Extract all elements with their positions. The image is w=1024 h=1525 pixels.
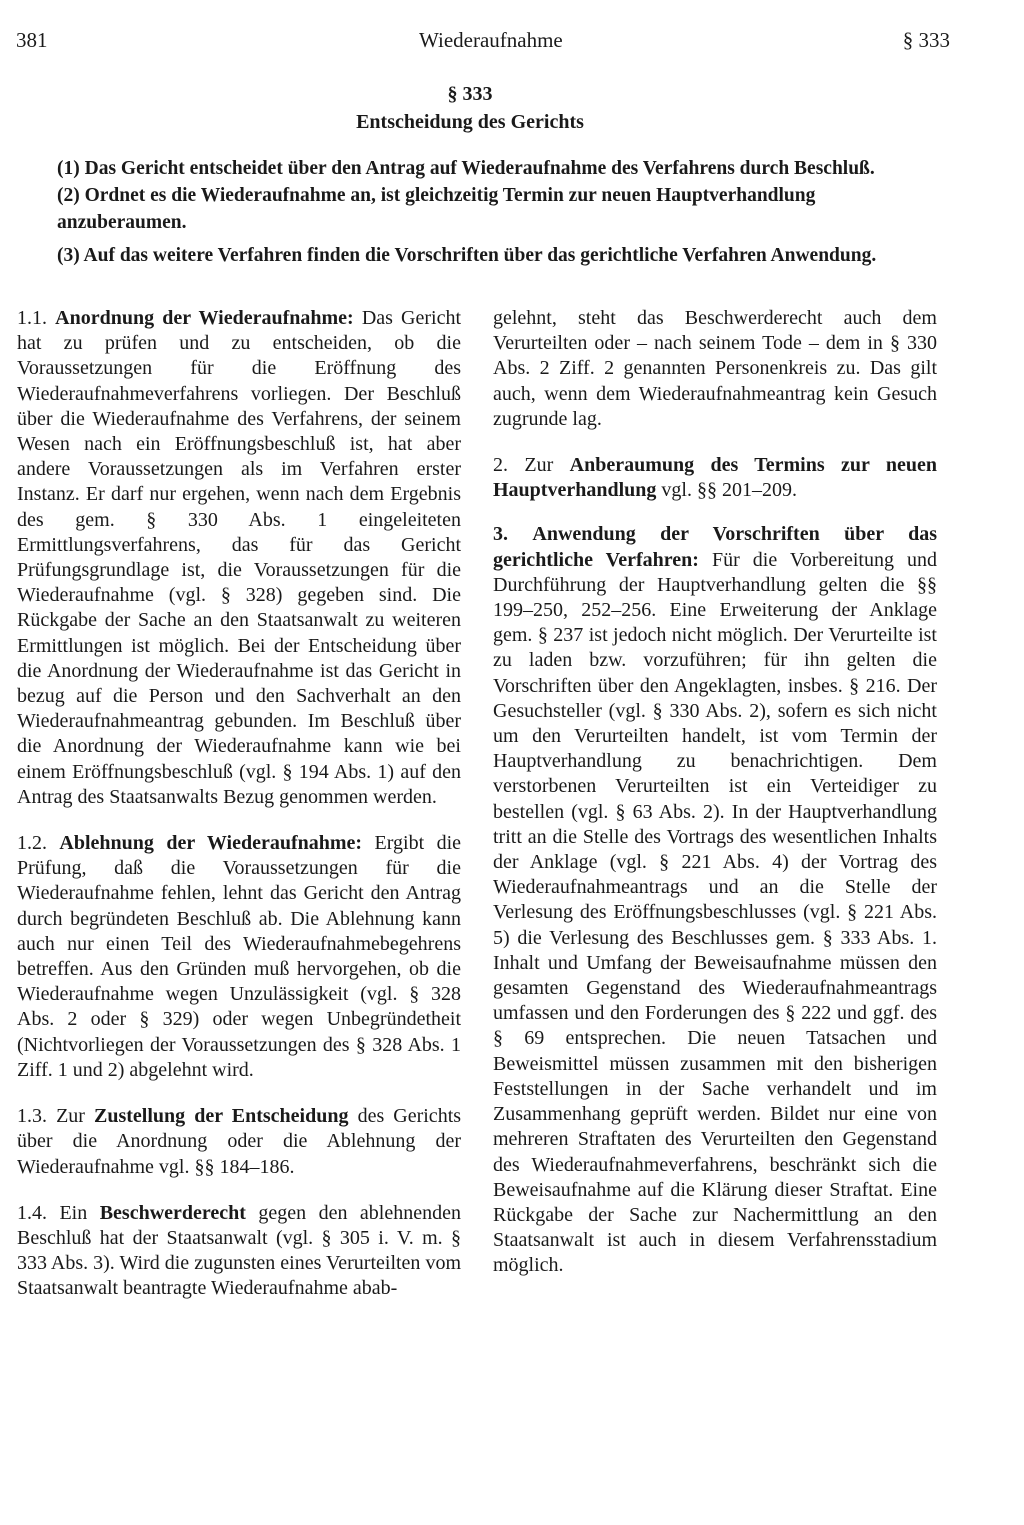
page-number: 381: [16, 28, 48, 52]
note-text: vgl. §§ 201–209.: [661, 479, 797, 502]
note-heading: Zustellung der Entscheidung: [94, 1105, 349, 1128]
note-lead-word: Ein: [59, 1201, 88, 1224]
statute-paragraph-1: (1) Das Gericht entscheidet über den Antrag auf Wiederaufnahme des Verfahrens durch Beschluß.: [57, 158, 875, 179]
statute-text: [57, 155, 882, 269]
note-number: 3.: [493, 523, 508, 546]
commentary-1-3: [17, 1104, 461, 1180]
commentary-1-2: [17, 831, 461, 1083]
commentary-1-4: [17, 1201, 461, 1302]
statute-paragraph-3: (3) Auf das weitere Verfahren finden die Vorschriften über das gerichtliche Verfahren Anwendung.: [57, 245, 877, 266]
section-title: Entscheidung des Gerichts: [356, 111, 584, 133]
section-marker: § 333: [902, 28, 950, 52]
running-title: Wiederaufnahme: [419, 28, 563, 52]
note-text: Für die Vorbereitung und Durchführung der Hauptverhandlung gelten die §§ 199–250, 252–256. Eine Erweiterung der Anklage gem. § 237 ist jedoch nicht möglich. Der Verurteilte ist zu laden bzw. vorzuführen; für ihn gelten die Vorschriften über den Angeklagten, insbes. § 216. Der Gesuchsteller (vgl. § 330 Abs. 2), sofern es sich nicht um den Verurteilten handelt, ist vom Termin der Hauptverhandlung zu benachrichtigen. Dem verstorbenen Verurteilten ist ein Verteidiger zu bestellen (vgl. § 63 Abs. 2). In der Hauptverhandlung tritt an die Stelle des Vortrags des wesentlichen Inhalts der Anklage (vgl. § 221 Abs. 4) der Vortrag des Wiederaufnahmeantrags und an die Stelle der Verlesung des Eröffnungsbeschlusses (vgl. § 221 Abs. 5) die Verlesung des Beschlusses gem. § 333 Abs. 1. Inhalt und Umfang der Beweisaufnahme müssen den gesamten Gegenstand des Wiederaufnahmeantrags umfassen und den Forderungen des § 222 und ggf. des § 69 entsprechen. Die neuen Tatsachen und Beweismittel müssen zusammen mit den bisherigen Feststellungen in der Sache verhandelt und im Zusammenhang geprüft werden. Bildet nur eine von mehreren Straftaten des Verurteilten den Gegenstand des Wiederaufnahmeverfahrens, beschränkt sich die Beweisaufnahme auf die Klärung dieser Straftat. Eine Rückgabe der Sache zur Nachermittlung an den Staatsanwalt ist auch in diesem Verfahrensstadium möglich.: [493, 548, 937, 1277]
running-header: [16, 28, 950, 58]
note-text: Das Gericht hat zu prüfen und zu entscheiden, ob die Voraussetzungen für die Eröffnung des Wiederaufnahmeverfahrens vorliegen. Der Beschluß über die Wiederaufnahme des Verfahrens, der seinem Wesen nach ein Eröffnungsbeschluß ist, hat aber andere Voraussetzungen als im Verfahren erster Instanz. Er darf nur ergehen, wenn nach dem Ergebnis des gem. § 330 Abs. 1 eingeleiteten Ermittlungsverfahrens, das für das Gericht Prüfungsgrundlage ist, die Voraussetzungen für die Wiederaufnahme (vgl. § 328) gegeben sind. Die Rückgabe der Sache an den Staatsanwalt zu weiteren Ermittlungen ist möglich. Bei der Entscheidung über die Anordnung der Wiederaufnahme ist das Gericht in bezug auf die Person und den Sachverhalt an den Wiederaufnahmeantrag gebunden. Im Beschluß über die Anordnung der Wiederaufnahme kann wie bei einem Eröffnungsbeschluß (vgl. § 194 Abs. 1) auf den Antrag des Staatsanwalts Bezug genommen werden.: [17, 307, 462, 808]
note-text: gegen den ablehnenden Beschluß hat der Staatsanwalt (vgl. § 305 i. V. m. § 333 Abs. 3). Wird die zugunsten eines Verurteilten vom Staatsanwalt beantragte Wiederaufnahme abab-: [17, 1201, 461, 1300]
note-heading: Anwendung der Vorschriften über das gerichtliche Verfahren:: [493, 523, 938, 571]
statute-paragraph-2: (2) Ordnet es die Wiederaufnahme an, ist gleichzeitig Termin zur neuen Hauptverhandlung anzuberaumen.: [57, 185, 816, 233]
commentary-3: [493, 522, 937, 1278]
commentary-right-column: [493, 306, 937, 1300]
note-number: 1.4.: [17, 1201, 47, 1224]
note-number: 1.1.: [17, 307, 47, 329]
note-lead-word: Zur: [56, 1105, 85, 1128]
commentary-1-1: [17, 306, 461, 810]
note-text: Ergibt die Prüfung, daß die Voraussetzungen für die Wiederaufnahme fehlen, lehnt das Gericht den Antrag durch begründeten Beschluß ab. Die Ablehnung kann auch nur einen Teil des Wiederaufnahmebegehrens betreffen. Aus den Gründen muß hervorgehen, ob die Wiederaufnahme wegen Unzulässigkeit (vgl. § 328 Abs. 2 oder § 329) oder wegen Unbegründetheit (Nichtvorliegen der Voraussetzungen des § 328 Abs. 1 Ziff. 1 und 2) abgelehnt wird.: [17, 832, 461, 1081]
section-number: § 333: [447, 83, 493, 105]
commentary-1-4-continued: gelehnt, steht das Beschwerderecht auch dem Verurteilten oder – nach seinem Tode – dem in § 330 Abs. 2 Ziff. 2 genannten Personenkreis zu. Das gilt auch, wenn dem Wiederaufnahmeantrag kein Gesuch zugrunde lag.: [493, 307, 937, 430]
note-heading: Beschwerderecht: [99, 1201, 246, 1224]
section-heading: [0, 80, 940, 136]
note-number: 1.3.: [17, 1105, 47, 1128]
note-number: 1.2.: [17, 832, 47, 855]
note-number: 2.: [493, 454, 508, 477]
note-heading: Anberaumung des Termins zur neuen Hauptverhandlung: [493, 454, 938, 502]
note-heading: Ablehnung der Wiederaufnahme:: [59, 832, 363, 855]
commentary-left-column: [17, 306, 461, 1323]
commentary-2: [493, 453, 937, 503]
note-lead-word: Zur: [524, 454, 554, 477]
note-heading: Anordnung der Wiederaufnahme:: [55, 307, 354, 329]
note-text: des Gerichts über die Anordnung oder die Ablehnung der Wiederaufnahme vgl. §§ 184–186.: [17, 1105, 462, 1178]
